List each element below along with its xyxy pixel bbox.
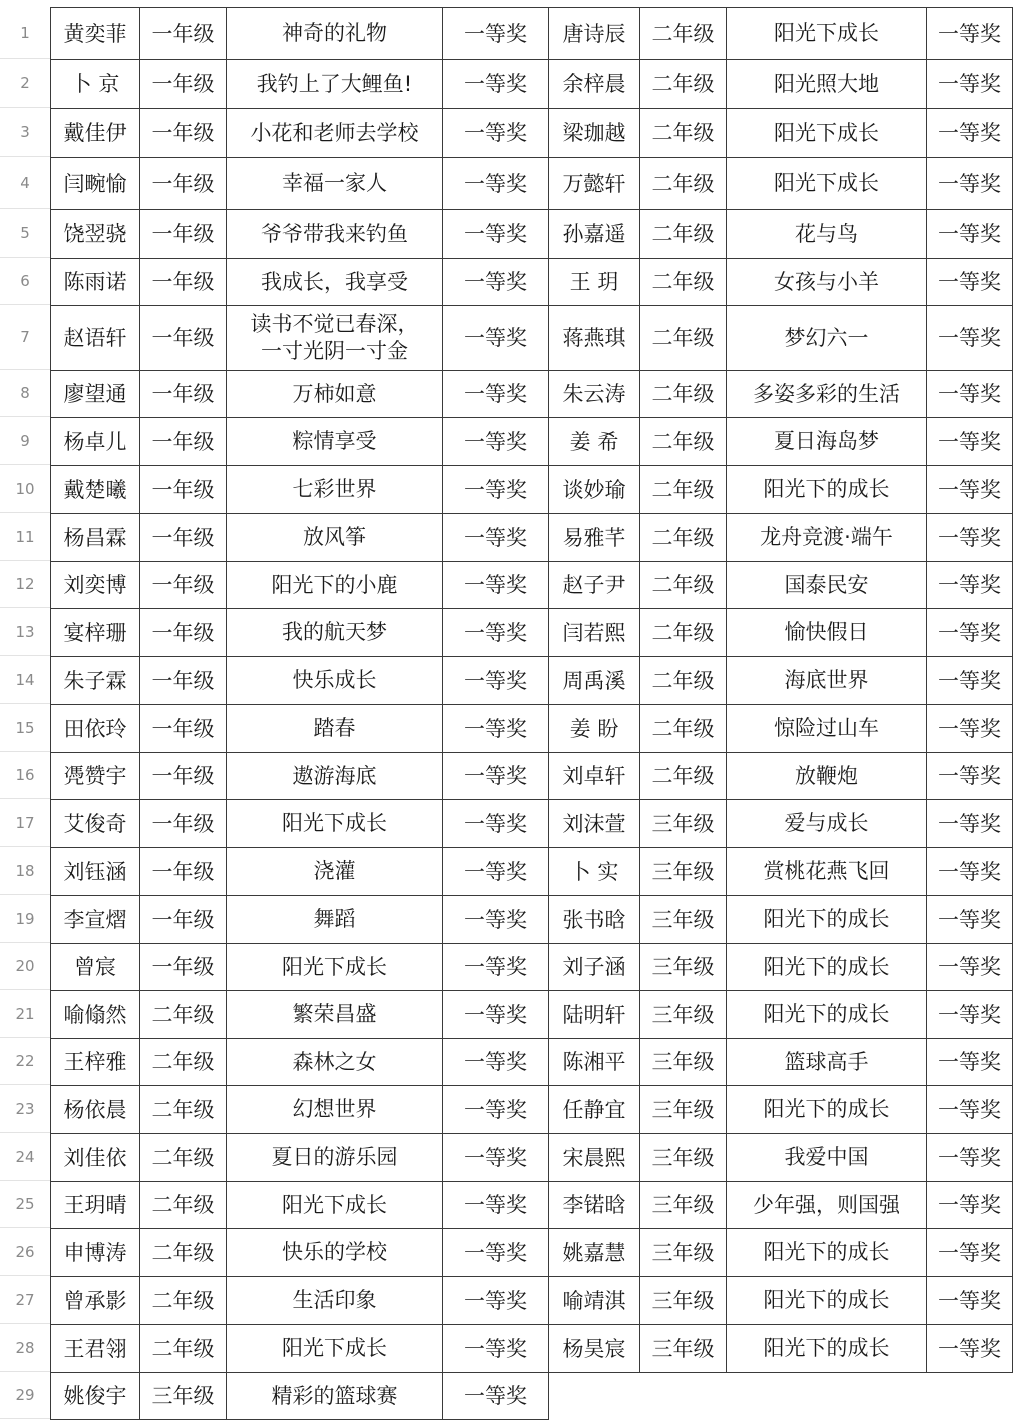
table-row (51, 753, 1013, 800)
right-award-cell[interactable]: 一等奖 (927, 944, 1013, 991)
left-award-cell[interactable]: 一等奖 (443, 800, 549, 848)
left-award-cell[interactable]: 一等奖 (443, 991, 549, 1039)
right-award-cell[interactable]: 一等奖 (927, 158, 1013, 210)
right-award-cell[interactable]: 一等奖 (927, 514, 1013, 562)
table-row (51, 562, 1013, 609)
row-number[interactable]: 9 (0, 417, 50, 465)
left-grade-cell[interactable]: 二年级 (140, 1325, 227, 1373)
row-number[interactable]: 8 (0, 370, 50, 417)
left-artwork-title-cell[interactable]: 粽情享受 (227, 418, 443, 466)
row-number[interactable]: 24 (0, 1133, 50, 1181)
left-grade-cell[interactable]: 一年级 (140, 210, 227, 259)
row-number[interactable]: 7 (0, 305, 50, 370)
left-artwork-title-cell[interactable]: 幸福一家人 (227, 158, 443, 210)
right-grade-cell[interactable]: 三年级 (640, 1182, 727, 1229)
right-award-cell[interactable]: 一等奖 (927, 896, 1013, 944)
right-artwork-title-cell[interactable]: 阳光下的成长 (727, 1277, 927, 1325)
right-student-name-cell[interactable]: 喻靖淇 (549, 1277, 640, 1325)
table-row (51, 371, 1013, 418)
right-award-cell[interactable]: 一等奖 (927, 1229, 1013, 1277)
left-grade-cell[interactable]: 二年级 (140, 1039, 227, 1086)
left-grade-cell[interactable]: 二年级 (140, 1182, 227, 1229)
right-award-cell[interactable]: 一等奖 (927, 306, 1013, 371)
left-award-cell[interactable]: 一等奖 (443, 8, 549, 60)
left-student-name-cell[interactable]: 曾宸 (51, 944, 140, 991)
left-artwork-title-cell[interactable]: 我的航天梦 (227, 609, 443, 657)
table-row (51, 1373, 1013, 1420)
right-award-cell[interactable]: 一等奖 (927, 609, 1013, 657)
right-grade-cell[interactable]: 三年级 (640, 1134, 727, 1182)
left-award-cell[interactable]: 一等奖 (443, 1373, 549, 1420)
left-award-cell[interactable]: 一等奖 (443, 1277, 549, 1325)
right-grade-cell[interactable]: 三年级 (640, 991, 727, 1039)
right-award-cell[interactable]: 一等奖 (927, 8, 1013, 60)
table-row (51, 158, 1013, 210)
table-row (51, 60, 1013, 109)
left-student-name-cell[interactable]: 饶翌骁 (51, 210, 140, 259)
left-award-cell[interactable]: 一等奖 (443, 109, 549, 158)
left-student-name-cell[interactable]: 凴赞宇 (51, 753, 140, 800)
row-number[interactable]: 26 (0, 1228, 50, 1276)
row-number[interactable]: 22 (0, 1038, 50, 1085)
right-grade-cell[interactable]: 二年级 (640, 562, 727, 609)
right-award-cell[interactable]: 一等奖 (927, 371, 1013, 418)
right-award-cell[interactable]: 一等奖 (927, 1182, 1013, 1229)
table-row (51, 991, 1013, 1039)
left-award-cell[interactable]: 一等奖 (443, 1325, 549, 1373)
left-student-name-cell[interactable]: 王君翎 (51, 1325, 140, 1373)
right-artwork-title-cell[interactable]: 阳光下成长 (727, 158, 927, 210)
right-artwork-title-cell[interactable]: 阳光下成长 (727, 8, 927, 60)
left-artwork-title-cell[interactable]: 森林之女 (227, 1039, 443, 1086)
right-award-cell[interactable]: 一等奖 (927, 562, 1013, 609)
right-grade-cell[interactable]: 三年级 (640, 848, 727, 896)
left-grade-cell[interactable]: 二年级 (140, 1086, 227, 1134)
row-number[interactable]: 12 (0, 561, 50, 608)
left-grade-cell[interactable]: 二年级 (140, 1134, 227, 1182)
left-student-name-cell[interactable]: 曾承影 (51, 1277, 140, 1325)
table-row (51, 800, 1013, 848)
row-number[interactable]: 5 (0, 209, 50, 258)
row-number[interactable]: 1 (0, 7, 50, 59)
left-student-name-cell[interactable]: 戴楚曦 (51, 466, 140, 514)
right-grade-cell[interactable]: 三年级 (640, 1325, 727, 1373)
table-row (51, 705, 1013, 753)
row-number[interactable]: 10 (0, 465, 50, 513)
empty-cell (927, 1373, 1013, 1420)
right-artwork-title-cell[interactable]: 我爱中国 (727, 1134, 927, 1182)
right-grade-cell[interactable]: 三年级 (640, 1039, 727, 1086)
left-artwork-title-cell[interactable]: 我钓上了大鲤鱼! (227, 60, 443, 109)
right-artwork-title-cell[interactable]: 多姿多彩的生活 (727, 371, 927, 418)
left-artwork-title-cell[interactable]: 幻想世界 (227, 1086, 443, 1134)
right-student-name-cell[interactable]: 唐诗辰 (549, 8, 640, 60)
right-student-name-cell[interactable]: 谈妙瑜 (549, 466, 640, 514)
right-artwork-title-cell[interactable]: 国泰民安 (727, 562, 927, 609)
right-artwork-title-cell[interactable]: 梦幻六一 (727, 306, 927, 371)
row-number[interactable]: 29 (0, 1372, 50, 1419)
right-grade-cell[interactable]: 三年级 (640, 1277, 727, 1325)
left-award-cell[interactable]: 一等奖 (443, 657, 549, 705)
row-number[interactable]: 2 (0, 59, 50, 108)
left-artwork-title-cell[interactable]: 快乐的学校 (227, 1229, 443, 1277)
right-student-name-cell[interactable]: 张书晗 (549, 896, 640, 944)
right-artwork-title-cell[interactable]: 海底世界 (727, 657, 927, 705)
right-award-cell[interactable]: 一等奖 (927, 1325, 1013, 1373)
right-grade-cell[interactable]: 二年级 (640, 109, 727, 158)
right-artwork-title-cell[interactable]: 阳光下的成长 (727, 944, 927, 991)
left-artwork-title-cell[interactable]: 阳光下成长 (227, 1182, 443, 1229)
right-award-cell[interactable]: 一等奖 (927, 60, 1013, 109)
left-grade-cell[interactable]: 二年级 (140, 1229, 227, 1277)
right-student-name-cell[interactable]: 闫若熙 (549, 609, 640, 657)
right-award-cell[interactable]: 一等奖 (927, 991, 1013, 1039)
right-grade-cell[interactable]: 三年级 (640, 944, 727, 991)
left-award-cell[interactable]: 一等奖 (443, 944, 549, 991)
left-student-name-cell[interactable]: 杨昌霖 (51, 514, 140, 562)
table-row (51, 1277, 1013, 1325)
right-artwork-title-cell[interactable]: 阳光下的成长 (727, 1229, 927, 1277)
left-award-cell[interactable]: 一等奖 (443, 562, 549, 609)
table-row (51, 259, 1013, 306)
award-table (50, 7, 1013, 1420)
right-grade-cell[interactable]: 二年级 (640, 466, 727, 514)
row-number[interactable]: 15 (0, 704, 50, 752)
left-grade-cell[interactable]: 一年级 (140, 60, 227, 109)
right-artwork-title-cell[interactable]: 阳光下的成长 (727, 1086, 927, 1134)
left-award-cell[interactable]: 一等奖 (443, 1134, 549, 1182)
left-student-name-cell[interactable]: 刘佳依 (51, 1134, 140, 1182)
left-award-cell[interactable]: 一等奖 (443, 259, 549, 306)
right-student-name-cell[interactable]: 刘子涵 (549, 944, 640, 991)
table-row (51, 944, 1013, 991)
left-student-name-cell[interactable]: 田依玲 (51, 705, 140, 753)
left-grade-cell[interactable]: 一年级 (140, 753, 227, 800)
left-student-name-cell[interactable]: 戴佳伊 (51, 109, 140, 158)
left-student-name-cell[interactable]: 廖望通 (51, 371, 140, 418)
right-grade-cell[interactable]: 二年级 (640, 306, 727, 371)
left-student-name-cell[interactable]: 刘奕博 (51, 562, 140, 609)
right-student-name-cell[interactable]: 李锘晗 (549, 1182, 640, 1229)
table-row (51, 609, 1013, 657)
left-student-name-cell[interactable]: 刘钰涵 (51, 848, 140, 896)
right-student-name-cell[interactable]: 宋晨熙 (549, 1134, 640, 1182)
left-award-cell[interactable]: 一等奖 (443, 1086, 549, 1134)
right-artwork-title-cell[interactable]: 夏日海岛梦 (727, 418, 927, 466)
left-artwork-title-cell[interactable]: 繁荣昌盛 (227, 991, 443, 1039)
left-artwork-title-cell[interactable]: 爷爷带我来钓鱼 (227, 210, 443, 259)
left-grade-cell[interactable]: 一年级 (140, 609, 227, 657)
table-row (51, 848, 1013, 896)
right-student-name-cell[interactable]: 赵子尹 (549, 562, 640, 609)
left-student-name-cell[interactable]: 姚俊宇 (51, 1373, 140, 1420)
left-student-name-cell[interactable]: 卜 京 (51, 60, 140, 109)
right-artwork-title-cell[interactable]: 少年强，则国强 (727, 1182, 927, 1229)
table-row (51, 657, 1013, 705)
right-student-name-cell[interactable]: 姚嘉慧 (549, 1229, 640, 1277)
right-award-cell[interactable]: 一等奖 (927, 210, 1013, 259)
left-student-name-cell[interactable]: 艾俊奇 (51, 800, 140, 848)
left-student-name-cell[interactable]: 申博涛 (51, 1229, 140, 1277)
left-grade-cell[interactable]: 一年级 (140, 800, 227, 848)
right-grade-cell[interactable]: 三年级 (640, 1086, 727, 1134)
right-artwork-title-cell[interactable]: 阳光下成长 (727, 109, 927, 158)
empty-cell (640, 1373, 727, 1420)
right-student-name-cell[interactable]: 孙嘉遥 (549, 210, 640, 259)
left-award-cell[interactable]: 一等奖 (443, 466, 549, 514)
right-student-name-cell[interactable]: 刘沫萱 (549, 800, 640, 848)
left-artwork-title-cell[interactable]: 浇灌 (227, 848, 443, 896)
left-grade-cell[interactable]: 一年级 (140, 8, 227, 60)
right-award-cell[interactable]: 一等奖 (927, 800, 1013, 848)
table-row (51, 418, 1013, 466)
row-number[interactable]: 3 (0, 108, 50, 157)
right-artwork-title-cell[interactable]: 赏桃花燕飞回 (727, 848, 927, 896)
left-grade-cell[interactable]: 一年级 (140, 259, 227, 306)
left-artwork-title-cell[interactable]: 舞蹈 (227, 896, 443, 944)
right-student-name-cell[interactable]: 万懿轩 (549, 158, 640, 210)
table-row (51, 466, 1013, 514)
table-row (51, 1039, 1013, 1086)
right-grade-cell[interactable]: 二年级 (640, 60, 727, 109)
right-student-name-cell[interactable]: 杨昊宸 (549, 1325, 640, 1373)
right-student-name-cell[interactable]: 陈湘平 (549, 1039, 640, 1086)
left-grade-cell[interactable]: 一年级 (140, 514, 227, 562)
left-student-name-cell[interactable]: 宴梓珊 (51, 609, 140, 657)
row-number[interactable]: 17 (0, 799, 50, 847)
left-artwork-title-cell[interactable]: 夏日的游乐园 (227, 1134, 443, 1182)
table-row (51, 8, 1013, 60)
right-student-name-cell[interactable]: 陆明轩 (549, 991, 640, 1039)
right-artwork-title-cell[interactable]: 愉快假日 (727, 609, 927, 657)
right-student-name-cell[interactable]: 姜 希 (549, 418, 640, 466)
left-award-cell[interactable]: 一等奖 (443, 896, 549, 944)
right-grade-cell[interactable]: 三年级 (640, 896, 727, 944)
right-student-name-cell[interactable]: 卜 实 (549, 848, 640, 896)
left-artwork-title-cell[interactable]: 阳光下成长 (227, 1325, 443, 1373)
table-row (51, 514, 1013, 562)
left-artwork-title-cell[interactable]: 万柿如意 (227, 371, 443, 418)
row-number[interactable]: 6 (0, 258, 50, 305)
right-grade-cell[interactable]: 二年级 (640, 418, 727, 466)
left-award-cell[interactable]: 一等奖 (443, 848, 549, 896)
left-artwork-title-cell[interactable]: 精彩的篮球赛 (227, 1373, 443, 1420)
left-award-cell[interactable]: 一等奖 (443, 371, 549, 418)
left-award-cell[interactable]: 一等奖 (443, 60, 549, 109)
right-award-cell[interactable]: 一等奖 (927, 466, 1013, 514)
left-award-cell[interactable]: 一等奖 (443, 418, 549, 466)
left-student-name-cell[interactable]: 王玥晴 (51, 1182, 140, 1229)
award-table-body (51, 8, 1013, 1420)
table-row (51, 1325, 1013, 1373)
left-student-name-cell[interactable]: 李宣熠 (51, 896, 140, 944)
left-student-name-cell[interactable]: 赵语轩 (51, 306, 140, 371)
right-grade-cell[interactable]: 二年级 (640, 259, 727, 306)
left-artwork-title-cell[interactable]: 快乐成长 (227, 657, 443, 705)
left-grade-cell[interactable]: 二年级 (140, 991, 227, 1039)
left-award-cell[interactable]: 一等奖 (443, 1182, 549, 1229)
table-row (51, 210, 1013, 259)
right-artwork-title-cell[interactable]: 花与鸟 (727, 210, 927, 259)
table-row (51, 306, 1013, 371)
row-number[interactable]: 21 (0, 990, 50, 1038)
left-grade-cell[interactable]: 一年级 (140, 418, 227, 466)
left-artwork-title-cell[interactable]: 阳光下的小鹿 (227, 562, 443, 609)
row-number[interactable]: 18 (0, 847, 50, 895)
right-grade-cell[interactable]: 二年级 (640, 753, 727, 800)
right-student-name-cell[interactable]: 刘卓轩 (549, 753, 640, 800)
table-row (51, 1182, 1013, 1229)
left-grade-cell[interactable]: 三年级 (140, 1373, 227, 1420)
right-grade-cell[interactable]: 三年级 (640, 800, 727, 848)
right-grade-cell[interactable]: 二年级 (640, 210, 727, 259)
left-student-name-cell[interactable]: 杨卓儿 (51, 418, 140, 466)
left-grade-cell[interactable]: 一年级 (140, 705, 227, 753)
right-student-name-cell[interactable]: 余梓晨 (549, 60, 640, 109)
left-grade-cell[interactable]: 一年级 (140, 371, 227, 418)
right-award-cell[interactable]: 一等奖 (927, 848, 1013, 896)
right-artwork-title-cell[interactable]: 女孩与小羊 (727, 259, 927, 306)
right-award-cell[interactable]: 一等奖 (927, 1039, 1013, 1086)
right-award-cell[interactable]: 一等奖 (927, 1086, 1013, 1134)
right-artwork-title-cell[interactable]: 阳光照大地 (727, 60, 927, 109)
right-artwork-title-cell[interactable]: 放鞭炮 (727, 753, 927, 800)
right-student-name-cell[interactable]: 周禹溪 (549, 657, 640, 705)
left-award-cell[interactable]: 一等奖 (443, 514, 549, 562)
left-artwork-title-cell[interactable]: 遨游海底 (227, 753, 443, 800)
left-student-name-cell[interactable]: 朱子霖 (51, 657, 140, 705)
right-artwork-title-cell[interactable]: 惊险过山车 (727, 705, 927, 753)
right-grade-cell[interactable]: 二年级 (640, 609, 727, 657)
row-number[interactable]: 16 (0, 752, 50, 799)
right-artwork-title-cell[interactable]: 阳光下的成长 (727, 991, 927, 1039)
left-grade-cell[interactable]: 一年级 (140, 109, 227, 158)
left-award-cell[interactable]: 一等奖 (443, 705, 549, 753)
right-grade-cell[interactable]: 二年级 (640, 158, 727, 210)
right-artwork-title-cell[interactable]: 阳光下的成长 (727, 1325, 927, 1373)
right-grade-cell[interactable]: 二年级 (640, 514, 727, 562)
right-grade-cell[interactable]: 三年级 (640, 1229, 727, 1277)
right-grade-cell[interactable]: 二年级 (640, 657, 727, 705)
right-student-name-cell[interactable]: 梁珈越 (549, 109, 640, 158)
row-number[interactable]: 4 (0, 157, 50, 209)
left-artwork-title-cell[interactable]: 神奇的礼物 (227, 8, 443, 60)
left-artwork-title-cell[interactable]: 阳光下成长 (227, 800, 443, 848)
empty-cell (727, 1373, 927, 1420)
table-row (51, 1134, 1013, 1182)
right-student-name-cell[interactable]: 姜 盼 (549, 705, 640, 753)
right-artwork-title-cell[interactable]: 爱与成长 (727, 800, 927, 848)
row-number[interactable]: 13 (0, 608, 50, 656)
left-award-cell[interactable]: 一等奖 (443, 158, 549, 210)
left-award-cell[interactable]: 一等奖 (443, 753, 549, 800)
left-student-name-cell[interactable]: 王梓雅 (51, 1039, 140, 1086)
right-artwork-title-cell[interactable]: 阳光下的成长 (727, 466, 927, 514)
right-award-cell[interactable]: 一等奖 (927, 418, 1013, 466)
right-award-cell[interactable]: 一等奖 (927, 753, 1013, 800)
right-award-cell[interactable]: 一等奖 (927, 657, 1013, 705)
table-row (51, 1229, 1013, 1277)
left-artwork-title-cell[interactable]: 阳光下成长 (227, 944, 443, 991)
left-grade-cell[interactable]: 一年级 (140, 306, 227, 371)
table-row (51, 1086, 1013, 1134)
left-artwork-title-cell[interactable]: 放风筝 (227, 514, 443, 562)
left-artwork-title-cell[interactable]: 读书不觉已春深， 一寸光阴一寸金 (227, 306, 443, 371)
right-award-cell[interactable]: 一等奖 (927, 1134, 1013, 1182)
right-student-name-cell[interactable]: 易雅芊 (549, 514, 640, 562)
right-student-name-cell[interactable]: 王 玥 (549, 259, 640, 306)
left-student-name-cell[interactable]: 黄奕菲 (51, 8, 140, 60)
left-artwork-title-cell[interactable]: 踏春 (227, 705, 443, 753)
left-grade-cell[interactable]: 一年级 (140, 896, 227, 944)
table-row (51, 896, 1013, 944)
row-number[interactable]: 23 (0, 1085, 50, 1133)
left-grade-cell[interactable]: 一年级 (140, 466, 227, 514)
left-award-cell[interactable]: 一等奖 (443, 609, 549, 657)
left-grade-cell[interactable]: 一年级 (140, 657, 227, 705)
right-award-cell[interactable]: 一等奖 (927, 259, 1013, 306)
left-award-cell[interactable]: 一等奖 (443, 1039, 549, 1086)
table-row (51, 109, 1013, 158)
row-number[interactable]: 25 (0, 1181, 50, 1228)
left-artwork-title-cell[interactable]: 七彩世界 (227, 466, 443, 514)
right-artwork-title-cell[interactable]: 篮球高手 (727, 1039, 927, 1086)
left-grade-cell[interactable]: 一年级 (140, 158, 227, 210)
left-student-name-cell[interactable]: 喻翛然 (51, 991, 140, 1039)
row-number[interactable]: 28 (0, 1324, 50, 1372)
row-number[interactable]: 11 (0, 513, 50, 561)
row-number[interactable]: 27 (0, 1276, 50, 1324)
row-number[interactable]: 20 (0, 943, 50, 990)
left-grade-cell[interactable]: 一年级 (140, 562, 227, 609)
left-student-name-cell[interactable]: 陈雨诺 (51, 259, 140, 306)
right-grade-cell[interactable]: 二年级 (640, 705, 727, 753)
left-student-name-cell[interactable]: 闫畹愉 (51, 158, 140, 210)
right-grade-cell[interactable]: 二年级 (640, 371, 727, 418)
right-artwork-title-cell[interactable]: 龙舟竞渡·端午 (727, 514, 927, 562)
left-artwork-title-cell[interactable]: 我成长，我享受 (227, 259, 443, 306)
row-number[interactable]: 19 (0, 895, 50, 943)
right-grade-cell[interactable]: 二年级 (640, 8, 727, 60)
left-award-cell[interactable]: 一等奖 (443, 306, 549, 371)
right-student-name-cell[interactable]: 任静宜 (549, 1086, 640, 1134)
right-artwork-title-cell[interactable]: 阳光下的成长 (727, 896, 927, 944)
left-grade-cell[interactable]: 一年级 (140, 848, 227, 896)
left-grade-cell[interactable]: 二年级 (140, 1277, 227, 1325)
right-award-cell[interactable]: 一等奖 (927, 109, 1013, 158)
left-award-cell[interactable]: 一等奖 (443, 210, 549, 259)
left-artwork-title-cell[interactable]: 生活印象 (227, 1277, 443, 1325)
left-student-name-cell[interactable]: 杨依晨 (51, 1086, 140, 1134)
left-grade-cell[interactable]: 一年级 (140, 944, 227, 991)
right-award-cell[interactable]: 一等奖 (927, 1277, 1013, 1325)
right-student-name-cell[interactable]: 蒋燕琪 (549, 306, 640, 371)
row-number[interactable]: 14 (0, 656, 50, 704)
right-student-name-cell[interactable]: 朱云涛 (549, 371, 640, 418)
left-artwork-title-cell[interactable]: 小花和老师去学校 (227, 109, 443, 158)
empty-cell (549, 1373, 640, 1420)
left-award-cell[interactable]: 一等奖 (443, 1229, 549, 1277)
right-award-cell[interactable]: 一等奖 (927, 705, 1013, 753)
